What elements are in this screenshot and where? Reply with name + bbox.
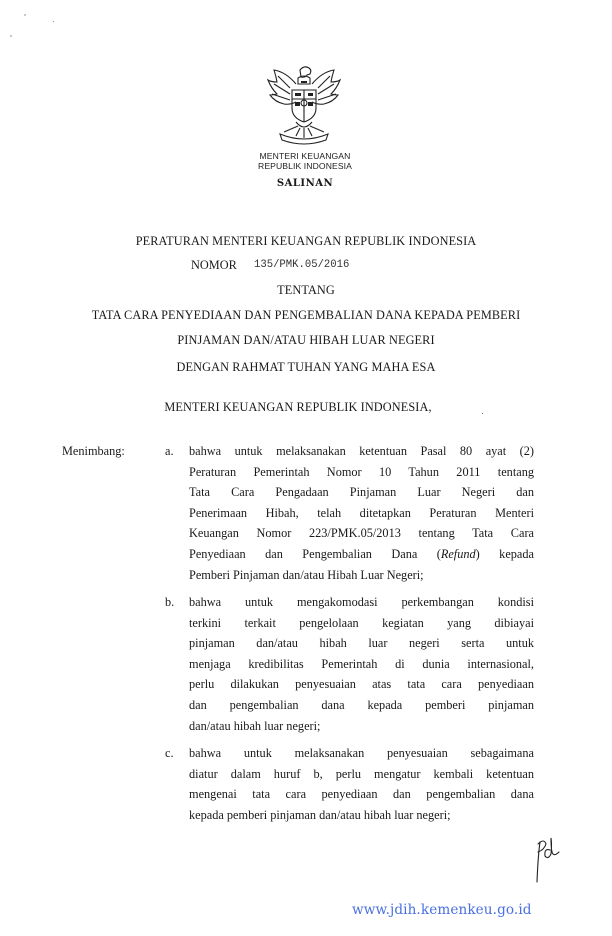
refund-italic: Refund [440, 546, 476, 561]
invocation: DENGAN RAHMAT TUHAN YANG MAHA ESA [176, 360, 436, 374]
ministry-name-line2: REPUBLIK INDONESIA [258, 161, 352, 171]
item-b-line: bahwa untuk mengakomodasi perkembangan kondisi [189, 595, 534, 609]
item-c-line: mengenai tata cara penyediaan dan pengembalian dana [189, 787, 534, 802]
item-b-letter: b. [165, 595, 175, 609]
menimbang-label: Menimbang: [62, 444, 125, 458]
item-a-line: Keuangan Nomor 223/PMK.05/2013 tentang Tata Cara [189, 526, 534, 541]
nomor-value: 135/PMK.05/2016 [254, 259, 350, 271]
item-b-line: dan pengembalian dana kepada pemberi pinjaman [189, 697, 534, 712]
item-a-line: Tata Cara Pengadaan Pinjaman Luar Negeri dan [189, 485, 534, 500]
garuda-pancasila-emblem-icon [262, 62, 346, 150]
item-a-line: Penerimaan Hibah, telah ditetapkan Peraturan Menteri [189, 505, 534, 520]
item-a-line: bahwa untuk melaksanakan ketentuan Pasal 80 ayat (2) [189, 444, 534, 458]
nomor-label: NOMOR [191, 258, 237, 272]
item-b-line: terkini terkait pengelolaan kegiatan yang dibiayai [189, 615, 534, 630]
scan-speck [10, 35, 12, 37]
item-a-body [189, 441, 534, 585]
item-c-line: kepada pemberi pinjaman dan/atau hibah luar negeri; [189, 807, 451, 822]
jdih-website-link[interactable]: www.jdih.kemenkeu.go.id [352, 902, 532, 918]
item-a-letter: a. [165, 444, 174, 458]
salinan-stamp: SALINAN [276, 178, 334, 189]
item-a-line: Peraturan Pemerintah Nomor 10 Tahun 2011 tentang [189, 464, 534, 479]
ministry-name-line1: MENTERI KEUANGAN [259, 151, 351, 161]
regulation-title: PERATURAN MENTERI KEUANGAN REPUBLIK INDONESIA [135, 234, 477, 248]
item-c-body [189, 743, 534, 825]
item-b-line: pinjaman dan/atau hibah luar negeri serta untuk [189, 636, 534, 651]
subject-line-2: PINJAMAN DAN/ATAU HIBAH LUAR NEGERI [177, 333, 435, 347]
scan-speck [53, 21, 54, 22]
item-c-line: diatur dalam huruf b, perlu mengatur kembali ketentuan [189, 766, 534, 781]
item-a-line: Pemberi Pinjaman dan/atau Hibah Luar Negeri; [189, 567, 424, 582]
item-c-line: bahwa untuk melaksanakan penyesuaian sebagaimana [189, 746, 534, 760]
item-b-line: dan/atau hibah luar negeri; [189, 718, 321, 733]
item-b-body [189, 592, 534, 736]
authority-line: MENTERI KEUANGAN REPUBLIK INDONESIA, [164, 400, 432, 414]
scan-speck [24, 14, 26, 16]
item-a-line: Penyediaan dan Pengembalian Dana (Refund) kepada [189, 546, 534, 561]
item-b-line: menjaga kredibilitas Pemerintah di dunia internasional, [189, 656, 534, 671]
subject-line-1: TATA CARA PENYEDIAAN DAN PENGEMBALIAN DANA KEPADA PEMBERI [91, 308, 521, 322]
tentang-heading: TENTANG [277, 283, 335, 297]
handwritten-initials-icon [532, 836, 562, 886]
item-c-letter: c. [165, 746, 174, 760]
item-b-line: perlu dilakukan penyesuaian atas tata cara penyediaan [189, 677, 534, 692]
